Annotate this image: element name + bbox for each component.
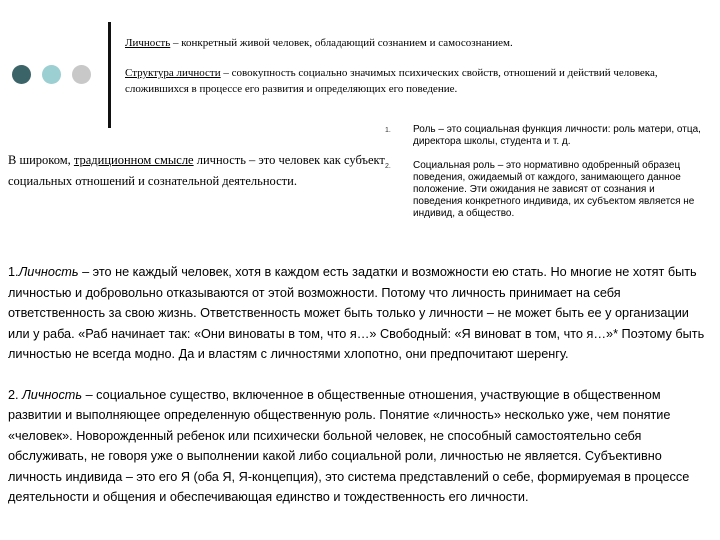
broad-sense-term: традиционном смысле — [73, 153, 194, 167]
broad-sense-prefix: В широком, — [8, 153, 74, 167]
list-item-number: 1. — [385, 127, 391, 134]
paragraph-1-number: 1. — [8, 265, 19, 279]
list-item-text: Социальная роль – это нормативно одобренный образец поведения, ожидаемый от каждого, занимающего данное положение. Эти ожидания не зависят от сознания и поведения конкретного индивида, их субъектом является не индивид, а общество. — [413, 160, 695, 219]
paragraph-2-number: 2. — [8, 387, 23, 402]
personality-term: Личность — [125, 37, 171, 49]
broad-sense-definition — [8, 150, 388, 192]
paragraph-2 — [8, 385, 708, 508]
paragraph-1-text: – это не каждый человек, хотя в каждом есть задатки и возможности ею стать. Но многие не хотят быть личностью и добровольно отказываются от этой возможности. Потому что личность принимает на себя ответственность за свою жизнь. Ответственность может быть только у личности – не может быть ее у организации или у раба. «Раб начинает так: «Они виноваты в том, что я…» Свободный: «Я виноват в том, что я…»* Поэтому быть личностью не всегда модно. Да и властям с личностями хлопотно, они предпочитают шеренгу. — [8, 265, 705, 361]
structure-text: – совокупность социально значимых психических свойств, отношений и действий человека, сложившихся в процессе его развития и определяющих его поведение. — [125, 67, 658, 95]
paragraph-2-text: – социальное существо, включенное в общественные отношения, участвующие в общественном развитии и выполняющее определенную общественную роль. Понятие «личность» несколько уже, чем понятие «человек». Новорожденный ребенок или психически больной человек, не способный самостоятельно себя обслуживать, не говоря уже о выполнении какой либо социальной роли, личностью не является. Субъективно личность индивида – это его Я (оба Я, Я-концепция), это система представлений о себе, формируемая в процессе деятельности и общения и обеспечивающая единство и тождественность его личности. — [8, 387, 690, 504]
broad-sense-text: личность – это человек как субъект социальных отношений и сознательной деятельности. — [8, 153, 385, 188]
vertical-divider — [108, 22, 111, 128]
personality-definition — [125, 35, 685, 51]
list-item-text: Роль – это социальная функция личности: роль матери, отца, директора школы, студента и т. д. — [413, 124, 701, 147]
list-item-number: 2. — [385, 163, 391, 170]
decorative-dot-gray — [72, 65, 91, 84]
decorative-dot-light — [42, 65, 61, 84]
paragraph-2-term: Личность — [22, 387, 83, 402]
main-text — [8, 262, 708, 508]
decorative-dot-dark — [12, 65, 31, 84]
roles-list — [385, 124, 703, 232]
paragraph-1-term: Личность — [18, 265, 79, 279]
personality-text: – конкретный живой человек, обладающий сознанием и самосознанием. — [170, 37, 513, 49]
definitions-block — [125, 35, 685, 97]
paragraph-1 — [8, 262, 708, 365]
structure-term: Структура личности — [125, 67, 221, 79]
structure-definition — [125, 65, 685, 97]
list-item — [385, 124, 703, 148]
list-item — [385, 160, 703, 220]
